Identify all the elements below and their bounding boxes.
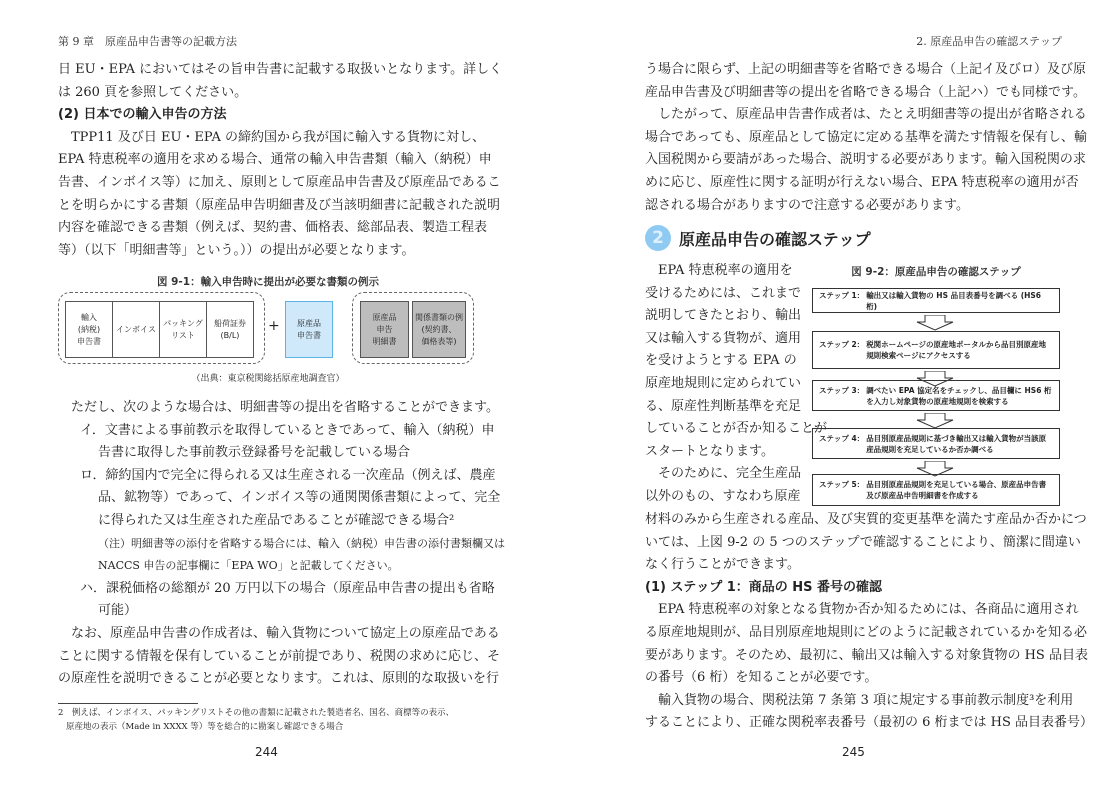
text-line: TPP11 及び日 EU・EPA の締約国から我が国に輸入する貨物に対し、 bbox=[71, 129, 485, 145]
text-line: 入国税関から要請があった場合、説明する必要があります。輸入国税関の求 bbox=[645, 152, 1086, 168]
section-title bbox=[645, 225, 871, 251]
chapter-header: 第 9 章 原産品申告書等の記載方法 bbox=[58, 35, 237, 48]
doc-invoice: インボイス bbox=[112, 301, 160, 358]
text-line: スタートとなります。 bbox=[645, 443, 774, 459]
section-header: 2. 原産品申告の確認ステップ bbox=[916, 35, 1062, 48]
text-line: 説明してきたとおり、輸出 bbox=[645, 308, 802, 324]
text-line: 要があります。そのため、最初に、輸出又は輸入する対象貨物の HS 品目表 bbox=[645, 647, 1088, 663]
step-text: 品目別原産品規則を充足している場合、原産品申告書及び原産品申告明細書を作成する bbox=[866, 480, 1047, 500]
step-box bbox=[812, 288, 1060, 313]
text-line: を受けようとする EPA の bbox=[645, 353, 797, 369]
footnote bbox=[58, 706, 454, 734]
doc-origin-declaration: 原産品 申告書 bbox=[285, 301, 333, 358]
text-line: 認される場合がありますので注意する必要があります。 bbox=[645, 197, 969, 213]
text-line: 内容を確認できる書類（例えば、契約書、価格表、総部品表、製造工程表 bbox=[58, 220, 488, 236]
text-line: とを明らかにする書類（原産品申告明細書及び当該明細書に記載された説明 bbox=[58, 197, 501, 213]
paragraph bbox=[645, 59, 1086, 104]
figure-source: （出典：東京税関総括原産地調査官） bbox=[191, 374, 345, 384]
doc-packing-list: パッキング リスト bbox=[159, 301, 207, 358]
down-arrow-icon bbox=[915, 413, 955, 429]
text-line: したがって、原産品申告書作成者は、たとえ明細書等の提出が省略される bbox=[658, 107, 1087, 123]
step-box bbox=[812, 428, 1060, 459]
paragraph bbox=[645, 463, 805, 508]
left-text-column-2 bbox=[58, 397, 505, 691]
footnote-divider bbox=[58, 703, 198, 704]
step-box bbox=[812, 474, 1060, 506]
text-line: 品、鉱物等）であって、インボイス等の通関関係書類によって、完全 bbox=[98, 490, 501, 506]
text-line: 以外のもの、すなわち原産 bbox=[645, 488, 801, 504]
section-heading: (1) ステップ 1：商品の HS 番号の確認 bbox=[645, 579, 883, 595]
text-line: EPA 特恵税率の適用を bbox=[658, 263, 793, 278]
step-text: 輸出又は輸入貨物の HS 品目表番号を調べる (HS6 桁) bbox=[866, 290, 1042, 311]
list-item-i bbox=[58, 420, 495, 465]
text-line: いては、上図 9-2 の 5 つのステップで確認することにより、簡潔に間違い bbox=[645, 534, 1081, 550]
note bbox=[58, 533, 505, 578]
text-line: 材料のみから生産される産品、及び実質的変更基準を満たす産品か否かにつ bbox=[645, 512, 1087, 527]
section-number-badge: 2 bbox=[645, 225, 671, 251]
footnote-line: 2 例えば、インボイス、パッキングリストその他の書類に記載された製造者名、国名、商標等の表示、 bbox=[58, 708, 455, 718]
paragraph: ただし、次のような場合は、明細書等の提出を省略することができます。 bbox=[71, 400, 499, 415]
text-line: 日 EU・EPA においてはその旨申告書に記載する取扱いとなります。詳しく bbox=[58, 62, 503, 77]
page-number: 244 bbox=[255, 745, 278, 759]
text-line: の原産性を説明できることが必要となります。これは、原則的な取扱いを行 bbox=[58, 671, 499, 687]
text-line: 産品申告書及び明細書等の提出を省略できる場合（上記ハ）でも同様です。 bbox=[645, 84, 1086, 100]
step-label: ステップ 2： bbox=[819, 340, 865, 349]
step-text: 調べたい EPA 協定名をチェックし、品目欄に HS6 桁を入力し対象貨物の原産地規則を検索する bbox=[866, 385, 1052, 406]
text-line: 告書、インボイス等）に加え、原則として原産品申告書及び原産品であるこ bbox=[58, 174, 501, 190]
text-line: なく行うことができます。 bbox=[645, 557, 800, 573]
paragraph bbox=[645, 104, 1087, 217]
doc-import-declaration: 輸入 (納税) 申告書 bbox=[65, 301, 113, 358]
text-line: 場合であっても、原産品として協定に定める基準を満たす情報を保有し、輸 bbox=[645, 129, 1087, 145]
step-box bbox=[812, 331, 1060, 369]
doc-related-examples: 関係書類の例 (契約書、 価格表等) bbox=[412, 301, 466, 358]
paragraph bbox=[645, 260, 828, 463]
text-line: EPA 特恵税率の適用を求める場合、通常の輸入申告書類（輸入（納税）申 bbox=[58, 152, 492, 168]
text-line: 又は輸入する貨物が、適用 bbox=[645, 330, 802, 346]
section-title-text: 原産品申告の確認ステップ bbox=[679, 229, 871, 249]
text-line: していることが否か知ることが bbox=[645, 421, 828, 437]
text-line: う場合に限らず、上記の明細書等を省略できる場合（上記イ及びロ）及び原 bbox=[645, 62, 1086, 77]
step-label: ステップ 5： bbox=[819, 480, 865, 489]
paragraph bbox=[58, 127, 501, 263]
text-line: することにより、正確な関税率表番号（最初の 6 桁までは HS 品目表番号） bbox=[645, 715, 1094, 731]
text-line: EPA 特恵税率の対象となる貨物か否か知るためには、各商品に適用され bbox=[658, 602, 1079, 618]
text-line: 可能） bbox=[98, 603, 138, 619]
text-line: めに応じ、原産性に関する証明が行えない場合、EPA 特恵税率の適用が否 bbox=[645, 174, 1079, 190]
paragraph bbox=[58, 623, 501, 691]
text-line: 告書に取得した事前教示登録番号を記載している場合 bbox=[98, 445, 411, 461]
list-item-ha bbox=[58, 578, 495, 623]
text-line: ロ．締約国内で完全に得られる又は生産される一次産品（例えば、農産 bbox=[80, 467, 496, 483]
text-line: ハ．課税価格の総額が 20 万円以下の場合（原産品申告書の提出も省略 bbox=[80, 580, 495, 596]
text-line: （注）明細書等の添付を省略する場合には、輸入（納税）申告書の添付書類欄又は bbox=[98, 536, 505, 550]
text-line: なお、原産品申告書の作成者は、輸入貨物について協定上の原産品である bbox=[71, 625, 500, 641]
step-box bbox=[812, 380, 1060, 411]
step-label: ステップ 1： bbox=[819, 290, 865, 300]
text-line: に得られた又は生産された産品であることが確認できる場合² bbox=[98, 512, 455, 528]
text-line: イ．文書による事前教示を取得しているときであって、輸入（納税）申 bbox=[80, 422, 495, 438]
paragraph bbox=[645, 690, 1094, 735]
narrow-column bbox=[645, 260, 828, 509]
step-text: 品目別原産品規則に基づき輸出又は輸入貨物が当該原産品規則を充足しているか否か調べる bbox=[866, 433, 1047, 454]
text-line: 原産地規則に定められてい bbox=[645, 375, 802, 391]
paragraph bbox=[645, 599, 1088, 689]
doc-bill-of-lading: 船荷証券 (B/L) bbox=[206, 301, 254, 358]
text-line: 等）（以下「明細書等」という。））の提出が必要となります。 bbox=[58, 242, 415, 258]
paragraph bbox=[58, 59, 503, 104]
text-line: は 260 頁を参照してください。 bbox=[58, 84, 248, 100]
figure-title: 図 9-2：原産品申告の確認ステップ bbox=[851, 266, 1021, 278]
text-line: NACCS 申告の記事欄に「EPA WO」と記載してください。 bbox=[98, 559, 399, 573]
paragraph bbox=[645, 509, 1087, 577]
left-text-column bbox=[58, 59, 503, 262]
step-text: 税関ホームページの原産地ポータルから品目別原産地規則検索ページにアクセスする bbox=[866, 340, 1047, 360]
footnote-line: 原産地の表示（Made in XXXX 等）等を総合的に勘案し確認できる場合 bbox=[66, 722, 344, 732]
right-text-column bbox=[645, 59, 1087, 217]
plus-sign: + bbox=[268, 318, 280, 334]
step-label: ステップ 4： bbox=[819, 433, 865, 443]
page-number: 245 bbox=[842, 745, 865, 759]
doc-origin-detail: 原産品 申告 明細書 bbox=[360, 301, 409, 358]
text-line: そのために、完全生産品 bbox=[658, 466, 802, 482]
down-arrow-icon bbox=[915, 315, 955, 331]
right-text-column-2 bbox=[645, 509, 1094, 735]
text-line: 輸入貨物の場合、関税法第 7 条第 3 項に規定する事前教示制度³を利用 bbox=[658, 692, 1074, 708]
text-line: の番号（6 桁）を知ることが必要です。 bbox=[645, 670, 878, 686]
figure-title: 図 9-1：輸入申告時に提出が必要な書類の例示 bbox=[156, 276, 380, 288]
section-heading: (2) 日本での輸入申告の方法 bbox=[58, 107, 227, 123]
list-item-ro bbox=[58, 465, 501, 533]
text-line: ことに関する情報を保有していることが前提であり、税関の求めに応じ、そ bbox=[58, 648, 501, 664]
step-label: ステップ 3： bbox=[819, 385, 865, 395]
text-line: る、原産性判断基準を充足 bbox=[645, 398, 802, 414]
text-line: る原産地規則が、品目別原産地規則にどのように記載されているかを知る必 bbox=[645, 624, 1088, 640]
text-line: 受けるためには、これまで bbox=[645, 285, 802, 301]
